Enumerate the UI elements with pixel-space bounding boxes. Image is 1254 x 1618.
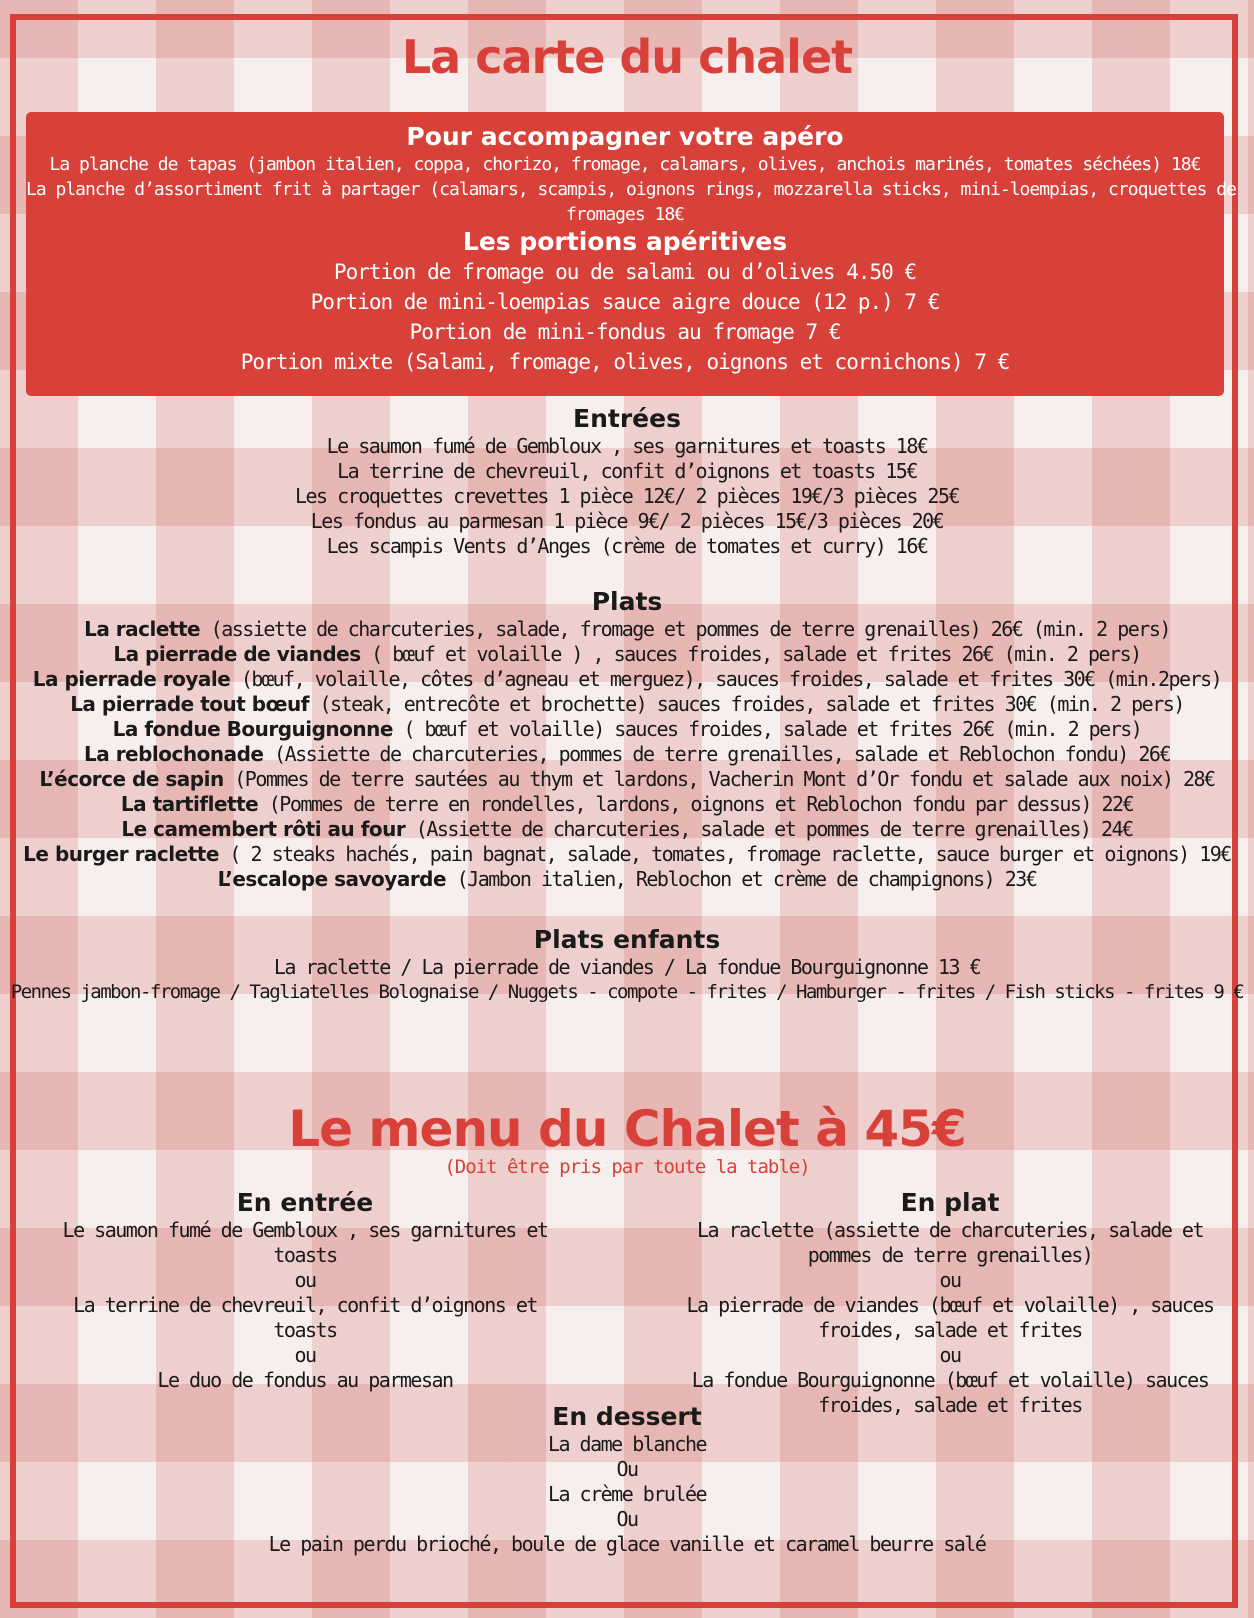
menu-plat-line: ou (939, 1343, 961, 1367)
plat-name: La fondue Bourguignonne (112, 717, 393, 741)
menu-dessert-line: Ou (616, 1507, 638, 1531)
plat-line (0, 842, 1254, 867)
plat-desc: (Jambon italien, Reblochon et crème de champignons) 23€ (446, 867, 1037, 891)
menu-dessert-heading: En dessert (552, 1402, 702, 1431)
plat-name: La pierrade de viandes (113, 642, 361, 666)
plat-desc: ( 2 steaks hachés, pain bagnat, salade, tomates, fromage raclette, sauce burger et oignons) 19€ (218, 842, 1231, 866)
plat-desc: (Assiette de charcuteries, salade et pommes de terre grenailles) 24€ (405, 817, 1133, 841)
menu-dessert-line: La crème brulée (547, 1482, 707, 1506)
menu-dessert-line: La dame blanche (547, 1432, 707, 1456)
portion-line: Portion de fromage ou de salami ou d’olives 4.50 € (333, 260, 917, 284)
entree-line: Les croquettes crevettes 1 pièce 12€/ 2 pièces 19€/3 pièces 25€ (294, 484, 960, 508)
menu-entree-line: ou (294, 1343, 316, 1367)
plat-desc: ( bœuf et volaille) sauces froides, salade et frites 26€ (min. 2 pers) (392, 717, 1142, 741)
entrees-section (0, 404, 1254, 559)
plat-line (0, 692, 1254, 717)
plat-name: La reblochonade (83, 742, 264, 766)
plat-name: Le camembert rôti au four (121, 817, 406, 841)
apero-box (26, 112, 1236, 396)
menu-dessert-section (0, 1402, 1254, 1557)
menu-plat-line: La fondue Bourguignonne (bœuf et volaille) sauces froides, salade et frites (691, 1368, 1209, 1417)
plat-name: L’escalope savoyarde (217, 867, 447, 891)
plat-line (0, 817, 1254, 842)
menu-entree-line: La terrine de chevreuil, confit d’oignons et toasts (73, 1293, 537, 1342)
enfants-line: Pennes jambon-fromage / Tagliatelles Bolognaise / Nuggets - compote - frites / Hamburger - frites / Fish sticks - frites 9 € (10, 981, 1244, 1003)
entree-line: La terrine de chevreuil, confit d’oignons et toasts 15€ (337, 459, 917, 483)
menu-plat-line: ou (939, 1268, 961, 1292)
enfants-line: La raclette / La pierrade de viandes / La fondue Bourguignonne 13 € (273, 955, 981, 979)
menu-plat-column (680, 1188, 1220, 1418)
plat-line (0, 867, 1254, 892)
menu-plat-heading: En plat (900, 1188, 1000, 1217)
plat-name: La tartiflette (120, 792, 259, 816)
plat-line (0, 742, 1254, 767)
page-title: La carte du chalet (401, 30, 853, 84)
entree-line: Les scampis Vents d’Anges (crème de tomates et curry) 16€ (326, 534, 928, 558)
plat-desc: (Pommes de terre en rondelles, lardons, oignons et Reblochon fondu par dessus) 22€ (258, 792, 1134, 816)
enfants-section (0, 925, 1254, 1005)
portion-line: Portion mixte (Salami, fromage, olives, oignons et cornichons) 7 € (240, 350, 1010, 374)
portions-heading: Les portions apéritives (462, 227, 788, 256)
plat-name: La pierrade tout bœuf (70, 692, 309, 716)
menu-entree-heading: En entrée (236, 1188, 374, 1217)
portion-line: Portion de mini-loempias sauce aigre douce (12 p.) 7 € (310, 290, 940, 314)
plat-name: La pierrade royale (32, 667, 231, 691)
menu-subtitle: (Doit être pris par toute la table) (444, 1156, 810, 1178)
plat-line (0, 717, 1254, 742)
apero-line: La planche d’assortiment frit à partager (calamars, scampis, oignons rings, mozzarella sticks, mini-loempias, croquettes de (26, 179, 1236, 200)
menu-entree-line: Le saumon fumé de Gembloux , ses garnitures et toasts (62, 1218, 548, 1267)
menu-plat-line: La raclette (assiette de charcuteries, salade et pommes de terre grenailles) (697, 1218, 1203, 1267)
enfants-heading: Plats enfants (533, 925, 721, 954)
plat-desc: (Pommes de terre sautées au thym et lardons, Vacherin Mont d’Or fondu et salade aux noix) 28€ (223, 767, 1215, 791)
apero-line: fromages 18€ (565, 204, 685, 225)
entree-line: Les fondus au parmesan 1 pièce 9€/ 2 pièces 15€/3 pièces 20€ (310, 509, 944, 533)
plat-line (0, 667, 1254, 692)
plat-desc: (bœuf, volaille, côtes d’agneau et merguez), sauces froides, salade et frites 30€ (min.2pers) (230, 667, 1222, 691)
plat-line (0, 792, 1254, 817)
plat-line (0, 767, 1254, 792)
plat-line (0, 642, 1254, 667)
menu-dessert-line: Le pain perdu brioché, boule de glace vanille et caramel beurre salé (268, 1532, 986, 1556)
menu-entree-line: Le duo de fondus au parmesan (157, 1368, 453, 1392)
plats-section (0, 587, 1254, 892)
plats-heading: Plats (591, 587, 663, 616)
plat-name: La raclette (84, 617, 201, 641)
plat-desc: (Assiette de charcuteries, pommes de terre grenailles, salade et Reblochon fondu) 26€ (263, 742, 1171, 766)
entrees-heading: Entrées (573, 404, 681, 433)
plat-desc: ( bœuf et volaille ) , sauces froides, salade et frites 26€ (min. 2 pers) (360, 642, 1141, 666)
menu-dessert-line: Ou (616, 1457, 638, 1481)
plat-name: Le burger raclette (23, 842, 219, 866)
entree-line: Le saumon fumé de Gembloux , ses garnitures et toasts 18€ (326, 434, 928, 458)
portion-line: Portion de mini-fondus au fromage 7 € (409, 320, 841, 344)
apero-heading: Pour accompagner votre apéro (406, 122, 844, 151)
plat-name: L’écorce de sapin (39, 767, 224, 791)
menu-entree-line: ou (294, 1268, 316, 1292)
plat-desc: (steak, entrecôte et brochette) sauces froides, salade et frites 30€ (min. 2 pers) (308, 692, 1184, 716)
menu-title: Le menu du Chalet à 45€ (288, 1100, 966, 1158)
menu-entree-column (40, 1188, 570, 1393)
apero-line: La planche de tapas (jambon italien, coppa, chorizo, fromage, calamars, olives, anchois marinés, tomates séchées) 18€ (49, 154, 1201, 175)
plat-line (0, 617, 1254, 642)
plat-desc: (assiette de charcuteries, salade, fromage et pommes de terre grenailles) 26€ (min. 2 pers) (200, 617, 1170, 641)
menu-plat-line: La pierrade de viandes (bœuf et volaille) , sauces froides, salade et frites (686, 1293, 1214, 1342)
